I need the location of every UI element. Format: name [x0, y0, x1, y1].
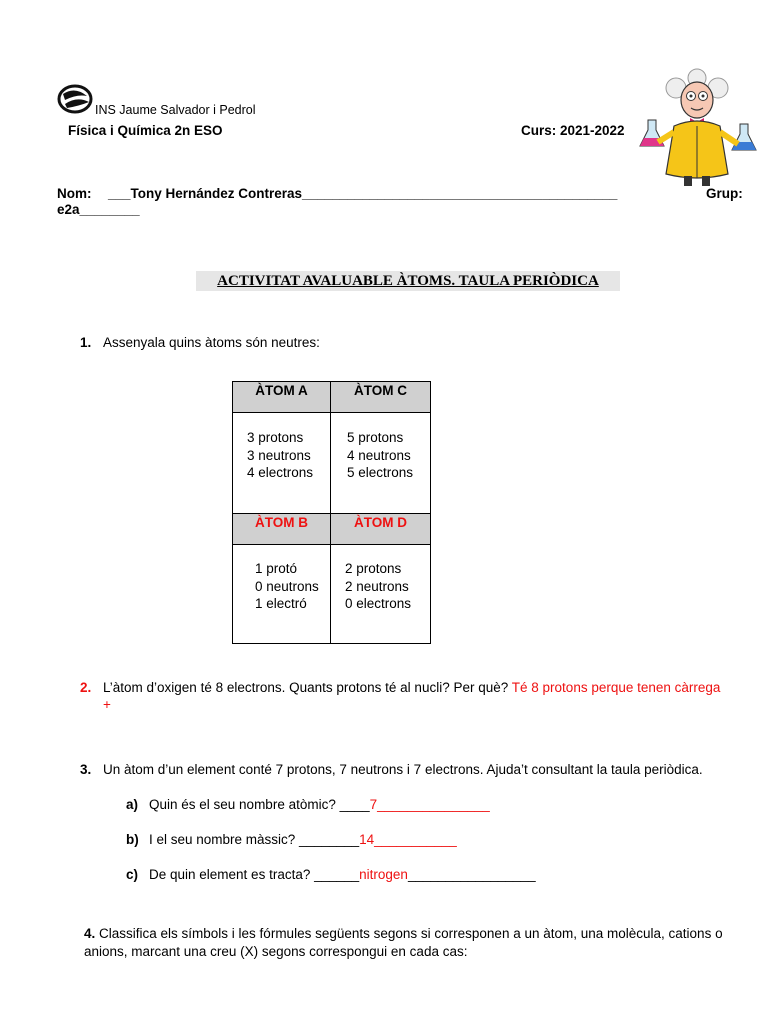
atoms-table — [232, 381, 431, 644]
name-field: ___Tony Hernández Contreras__________________________________________ — [108, 186, 618, 201]
q1-number: 1. — [80, 335, 92, 350]
q4-line-2: anions, marcant una creu (X) segons correspongui en cada cas: — [84, 944, 468, 959]
q3b-line — [149, 832, 457, 847]
q3a-line — [149, 797, 490, 812]
q2-question: L’àtom d’oxigen té 8 electrons. Quants protons té al nucli? Per què? — [103, 680, 509, 695]
q2-answer-continued: + — [103, 697, 111, 712]
atom-c-protons: 5 protons — [347, 430, 404, 445]
name-label: Nom: — [57, 186, 92, 201]
atom-c-header: ÀTOM C — [331, 382, 430, 412]
atom-d-header: ÀTOM D — [331, 514, 430, 544]
atom-d-neutrons: 2 neutrons — [345, 578, 409, 594]
atom-b-data — [255, 560, 319, 613]
atom-a-data — [247, 429, 313, 482]
table-divider — [233, 412, 430, 413]
atom-c-electrons: 5 electrons — [347, 465, 414, 480]
q3b-label: b) — [126, 832, 139, 847]
q3b-question: I el seu nombre màssic? ________ — [149, 832, 360, 847]
q3c-trail: _________________ — [407, 867, 536, 882]
q4-number: 4. — [84, 926, 96, 941]
q3c-label: c) — [126, 867, 139, 882]
atom-c-data — [347, 429, 413, 482]
atom-c-neutrons: 4 neutrons — [347, 447, 411, 463]
group-field: e2a________ — [57, 202, 140, 217]
q3b-answer: 14___________ — [359, 832, 457, 847]
q4-text: Classifica els símbols i les fórmules següents segons si corresponen a un àtom, una molècula, cations o — [95, 926, 723, 941]
worksheet-title: ACTIVITAT AVALUABLE ÀTOMS. TAULA PERIÒDICA — [196, 271, 620, 291]
school-logo-icon — [57, 84, 93, 114]
q2-number: 2. — [80, 680, 92, 695]
q3c-line — [149, 867, 536, 882]
q3-number: 3. — [80, 762, 92, 777]
q3-text: Un àtom d’un element conté 7 protons, 7 neutrons i 7 electrons. Ajuda’t consultant la taula periòdica. — [103, 762, 703, 777]
atom-d-data — [345, 560, 411, 613]
course-label: Curs: 2021-2022 — [521, 123, 625, 138]
atom-a-neutrons: 3 neutrons — [247, 447, 311, 463]
q3c-question: De quin element es tracta? ______ — [149, 867, 360, 882]
subject-label: Física i Química 2n ESO — [68, 123, 223, 138]
atom-a-header: ÀTOM A — [233, 382, 330, 412]
atom-d-electrons: 0 electrons — [345, 596, 412, 611]
school-name: INS Jaume Salvador i Pedrol — [95, 103, 256, 117]
group-label: Grup: — [706, 186, 743, 201]
atom-d-protons: 2 protons — [345, 561, 402, 576]
q3c-answer: nitrogen — [359, 867, 408, 882]
q3a-label: a) — [126, 797, 139, 812]
q2-text — [103, 680, 720, 695]
q1-text: Assenyala quins àtoms són neutres: — [103, 335, 320, 350]
q3a-answer: 7_______________ — [369, 797, 490, 812]
q4-line-1 — [84, 926, 723, 941]
atom-b-protons: 1 protó — [255, 561, 298, 576]
atom-a-electrons: 4 electrons — [247, 465, 314, 480]
q3a-question: Quin és el seu nombre atòmic? ____ — [149, 797, 370, 812]
atom-a-protons: 3 protons — [247, 430, 304, 445]
atom-b-header: ÀTOM B — [233, 514, 330, 544]
q2-answer: Té 8 protons perque tenen càrrega — [511, 680, 721, 695]
table-divider — [233, 544, 430, 545]
atom-b-electrons: 1 electró — [255, 596, 307, 611]
mad-scientist-icon — [636, 66, 760, 188]
school-logo — [57, 76, 256, 120]
table-divider — [233, 513, 430, 514]
atom-b-neutrons: 0 neutrons — [255, 578, 319, 594]
